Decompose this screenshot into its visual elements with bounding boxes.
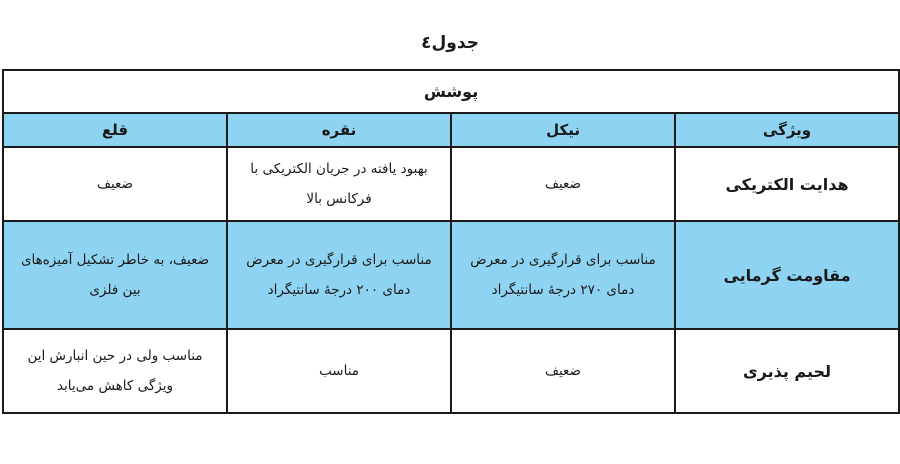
row-feature-cell: لحیم پذیری — [675, 329, 899, 413]
tin-cell: ضعیف، به خاطر تشکیل آمیزه‌های بین فلزی — [3, 221, 227, 329]
row-feature-cell: مقاومت گرمایی — [675, 221, 899, 329]
header-silver: نقره — [227, 113, 451, 147]
table-title-row — [3, 70, 899, 113]
header-tin: قلع — [3, 113, 227, 147]
header-nickel: نیکل — [451, 113, 675, 147]
table-title: پوشش — [3, 70, 899, 113]
silver-cell: مناسب — [227, 329, 451, 413]
row-feature-cell: هدایت الکتریکی — [675, 147, 899, 221]
tin-cell: مناسب ولی در حین انبارش این ویژگی کاهش می‌یابد — [3, 329, 227, 413]
plating-comparison-table — [2, 69, 900, 414]
table-caption: جدول٤ — [421, 33, 479, 53]
silver-cell: بهبود یافته در جریان الکتریکی با فرکانس بالا — [227, 147, 451, 221]
tin-cell: ضعیف — [3, 147, 227, 221]
nickel-cell: مناسب برای قرارگیری در معرض دمای ۲۷۰ درجهٔ سانتیگراد — [451, 221, 675, 329]
table-row-solderability — [3, 329, 899, 413]
table-header-row — [3, 113, 899, 147]
header-feature: ویژگی — [675, 113, 899, 147]
table-row-electrical-conductivity — [3, 147, 899, 221]
nickel-cell: ضعیف — [451, 147, 675, 221]
silver-cell: مناسب برای قرارگیری در معرض دمای ۲۰۰ درجهٔ سانتیگراد — [227, 221, 451, 329]
table-row-thermal-resistance — [3, 221, 899, 329]
nickel-cell: ضعیف — [451, 329, 675, 413]
